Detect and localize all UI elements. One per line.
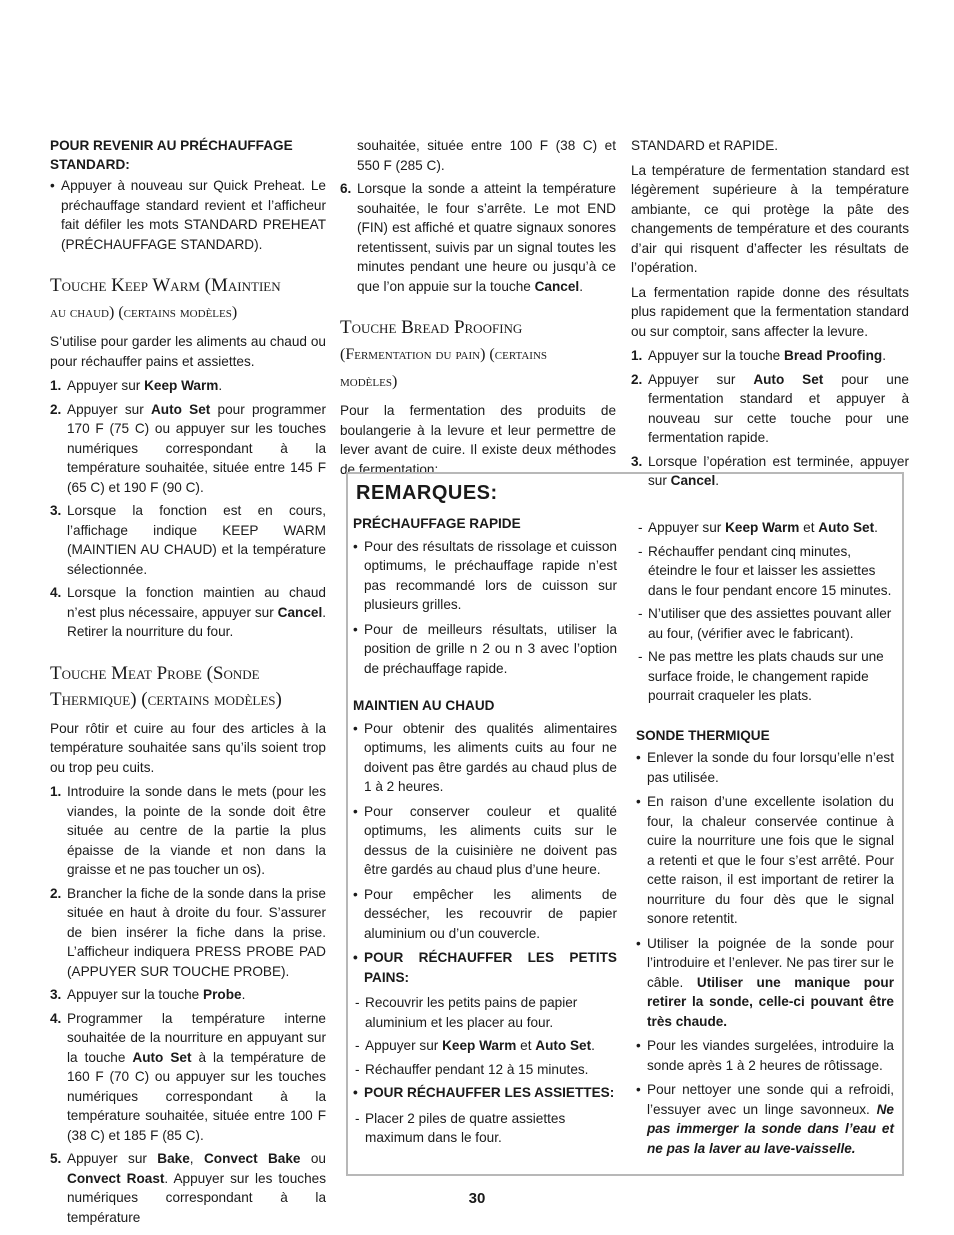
note-text: Pour nettoyer une sonde qui a refroidi, l’essuyer avec un linge savonneux. <box>647 1082 894 1117</box>
step-text: pour une fermentation standard et appuyer à nouveau sur cette touche pour une fermentation rapide. <box>648 371 909 445</box>
keep-warm-note-2: • Pour conserver couleur et qualité optimums, les aliments cuits sur le dessus de la cuisinière ne doivent pas être gardés au chaud plus d’une heure. <box>353 802 617 880</box>
step-number: 2. <box>50 885 62 901</box>
step-key: Keep Warm <box>144 378 219 393</box>
step-text: Appuyer sur la touche <box>67 987 204 1002</box>
step-text: Lorsque la sonde a atteint la température souhaitée, le four s’arrête. Le mot END (FIN) est affiché et quatre signaux sonores retentissent, suivis par un signal toutes les minutes pendant une heure ou jusqu’à ce que l’on appuie sur la touche <box>357 181 616 294</box>
plates-list-left <box>353 1109 617 1148</box>
step-text: Appuyer sur <box>67 401 151 417</box>
rolls-item-3: - Réchauffer pendant 12 à 15 minutes. <box>353 1060 617 1080</box>
keep-warm-steps <box>50 376 326 642</box>
step-text: . <box>218 378 223 393</box>
keep-warm-step-3 <box>50 501 326 579</box>
step-key: Convect Bake <box>203 1151 301 1166</box>
step-text: Appuyer sur <box>648 371 754 387</box>
notes-box <box>346 472 904 1176</box>
step-number: 3. <box>631 453 643 469</box>
bread-intro-continued: STANDARD et RAPIDE. <box>631 138 779 153</box>
step-text: Appuyer sur <box>67 1151 158 1166</box>
step-text: ou <box>300 1151 326 1166</box>
step-text: . <box>241 987 246 1002</box>
step-number: 1. <box>631 348 643 363</box>
plates-item-3: - Réchauffer pendant cinq minutes, éteindre le four et laisser les assiettes dans le four pendant encore 15 minutes. <box>636 542 894 601</box>
plates-item-4: - N’utiliser que des assiettes pouvant aller au four, (vérifier avec le fabricant). <box>636 604 894 643</box>
step-text: Introduire la sonde dans le mets (pour les viandes, la pointe de la sonde doit être située au centre de la partie la plus épaisse de la viande et non dans la graisse et ne pas toucher un os). <box>67 784 326 877</box>
step-text: Appuyer sur la touche <box>648 348 785 363</box>
keep-warm-step-1 <box>50 376 326 396</box>
bread-proofing-steps <box>631 346 909 491</box>
keep-warm-notes-heading: MAINTIEN AU CHAUD <box>353 698 495 713</box>
step-number: 2. <box>50 401 62 417</box>
item-text: Appuyer sur <box>365 1038 443 1053</box>
notes-column-left <box>353 514 617 1152</box>
plates-item-1: - Placer 2 piles de quatre assiettes maximum dans le four. <box>353 1109 617 1148</box>
rolls-item-2 <box>353 1036 617 1056</box>
step-number: 1. <box>50 378 62 393</box>
meat-probe-steps <box>50 782 326 1227</box>
probe-notes-list <box>636 748 894 1158</box>
step-key: Bread Proofing <box>784 348 883 363</box>
step-number: 3. <box>50 503 62 518</box>
probe-note-3 <box>636 934 894 1032</box>
step-text: . Appuyer sur les touches numériques correspondant à la température <box>67 1170 326 1225</box>
step-key: Cancel <box>534 278 580 294</box>
step-key: Auto Set <box>753 371 824 387</box>
item-key: Keep Warm <box>442 1038 517 1053</box>
bread-proofing-step-1 <box>631 346 909 366</box>
step-key: Bake <box>157 1151 190 1166</box>
step-text: Brancher la fiche de la sonde dans la prise située en haut à droite du four. S’assurer de bien insérer la fiche dans la prise. L’afficheur indiquera PRESS PROBE PAD (APPUYER SUR TOUCHE PROBE). <box>67 885 326 979</box>
column-3 <box>631 136 909 497</box>
step-key: Auto Set <box>150 401 211 417</box>
item-key: Keep Warm <box>725 520 800 535</box>
step-number: 6. <box>340 181 352 196</box>
probe-note-1: • Enlever la sonde du four lorsqu’elle n’est pas utilisée. <box>636 748 894 787</box>
step-text: souhaitée, située entre 100 F (38 C) et 550 F (285 C). <box>357 138 616 173</box>
column-2 <box>340 136 616 484</box>
step-number: 4. <box>50 585 62 600</box>
quick-preheat-bullet-2: • Pour de meilleurs résultats, utiliser la position de grille n 2 ou n 3 avec l’option de préchauffage rapide. <box>353 620 617 679</box>
step-text: . <box>579 278 583 294</box>
bread-proofing-heading-line3: modèles) <box>340 373 398 390</box>
bread-proofing-heading-line1: Touche Bread Proofing <box>340 317 523 338</box>
rolls-list <box>353 993 617 1079</box>
step-text: . Retirer la nourriture du four. <box>67 604 326 639</box>
restore-list <box>50 176 326 254</box>
step-text: Lorsque la fonction est en cours, l’affichage indique KEEP WARM (MAINTIEN AU CHAUD) et la température sélectionnée. <box>67 503 326 577</box>
meat-probe-steps-continued <box>340 136 616 296</box>
step-key: Cancel <box>670 473 716 488</box>
step-number: 2. <box>631 371 643 387</box>
rolls-heading: • POUR RÉCHAUFFER LES PETITS PAINS: <box>353 948 617 987</box>
quick-preheat-list <box>353 537 617 679</box>
step-number: 5. <box>50 1151 62 1166</box>
meat-probe-step-4 <box>50 1009 326 1146</box>
step-key: Auto Set <box>132 1049 192 1065</box>
bread-proofing-heading <box>340 315 616 395</box>
restore-standard-heading: POUR REVENIR AU PRÉCHAUFFAGE STANDARD: <box>50 138 293 172</box>
step-number: 4. <box>50 1010 62 1026</box>
keep-warm-step-2 <box>50 400 326 498</box>
keep-warm-intro: S’utilise pour garder les aliments au chaud ou pour réchauffer pains et assiettes. <box>50 334 326 369</box>
meat-probe-heading-line2: Thermique) (certains modèles) <box>50 688 282 710</box>
keep-warm-heading-line1: Touche Keep Warm (Maintien <box>50 275 281 296</box>
item-text: . <box>591 1038 595 1053</box>
step-text: à la température de 160 F (70 C) ou appuyer sur les touches numériques correspondant à la température souhaitée, située entre 100 F (38 C) et 185 F (85 C). <box>67 1049 326 1143</box>
plates-heading-list <box>353 1083 617 1103</box>
step-key: Probe <box>203 987 242 1002</box>
step-text: Lorsque la fonction maintien au chaud n’est plus nécessaire, appuyer sur <box>67 585 326 620</box>
step-text: . <box>882 348 886 363</box>
meat-probe-step-5-cont <box>340 136 616 175</box>
probe-note-4: • Pour les viandes surgelées, introduire la sonde après 1 à 2 heures de rôtissage. <box>636 1036 894 1075</box>
step-text: Appuyer sur <box>67 378 145 393</box>
item-key: Auto Set <box>818 520 875 535</box>
note-warning: Ne pas immerger la sonde dans l’eau et ne pas la laver au lave-vaisselle. <box>647 1101 894 1156</box>
page-number: 30 <box>468 1190 486 1207</box>
standard-proofing-paragraph: La température de fermentation standard est légèrement supérieure à la température ambiante, ce qui protège la pâte des changements de température et des courants d’air qui risquent d’affecter les résultats de l’opération. <box>631 162 909 275</box>
rapid-proofing-paragraph: La fermentation rapide donne des résultats plus rapidement que la fermentation standard ou sur comptoir, sans affecter la levure. <box>631 284 909 339</box>
item-text: et <box>799 520 819 535</box>
meat-probe-heading-line1: Touche Meat Probe (Sonde <box>50 662 260 684</box>
step-key: Cancel <box>277 604 323 620</box>
step-text: Lorsque l’opération est terminée, appuyer sur <box>648 453 909 488</box>
plates-item-5: - Ne pas mettre les plats chauds sur une surface froide, le changement rapide pourrait craqueler les plats. <box>636 647 894 706</box>
keep-warm-step-4 <box>50 583 326 642</box>
item-key: Auto Set <box>535 1038 592 1053</box>
keep-warm-heading <box>50 273 326 326</box>
meat-probe-heading <box>50 661 326 713</box>
step-text: pour programmer 170 F (75 C) ou appuyer sur les touches numériques correspondant à la température souhaitée, située entre 145 F (65 C) et 190 F (90 C). <box>67 401 326 495</box>
step-key: Convect Roast <box>67 1170 165 1186</box>
step-number: 3. <box>50 987 62 1002</box>
bread-proofing-heading-line2: (Fermentation du pain) (certains <box>340 346 548 363</box>
step-number: 1. <box>50 784 62 799</box>
note-warning: Utiliser une manique pour retirer la sonde, celle-ci pouvant être très chaude. <box>647 974 894 1029</box>
plates-heading: • POUR RÉCHAUFFER LES ASSIETTES: <box>353 1083 617 1103</box>
item-text: Appuyer sur <box>648 520 726 535</box>
meat-probe-step-1 <box>50 782 326 880</box>
notes-column-right <box>636 518 894 1164</box>
probe-notes-heading: SONDE THERMIQUE <box>636 727 770 743</box>
notes-title: REMARQUES: <box>356 482 498 504</box>
probe-note-5 <box>636 1080 894 1158</box>
meat-probe-step-2 <box>50 884 326 982</box>
restore-bullet: • Appuyer à nouveau sur Quick Preheat. Le préchauffage standard revient et l’afficheur fait défiler les mots STANDARD PREHEAT (PRÉCHAUFFAGE STANDARD). <box>50 176 326 254</box>
keep-warm-note-1: • Pour obtenir des qualités alimentaires optimums, les aliments cuits au four ne doivent pas être gardés au chaud plus de 1 à 2 heures. <box>353 719 617 797</box>
keep-warm-heading-line2: au chaud) (certains modèles) <box>50 304 238 321</box>
meat-probe-step-3 <box>50 985 326 1005</box>
quick-preheat-bullet-1: • Pour des résultats de rissolage et cuisson optimums, le préchauffage rapide n’est pas recommandé lors de cuisson sur plusieurs grilles. <box>353 537 617 615</box>
keep-warm-note-3: • Pour empêcher les aliments de dessécher, les recouvrir de papier aluminium ou d’un couvercle. <box>353 885 617 944</box>
item-text: et <box>516 1038 536 1053</box>
plates-list-right <box>636 518 894 706</box>
item-text: . <box>874 520 878 535</box>
step-text: , <box>189 1151 204 1166</box>
step-text: . <box>715 473 720 488</box>
meat-probe-intro: Pour rôtir et cuire au four des articles à la température souhaitée sans qu’ils soient trop ou trop peu cuits. <box>50 720 326 775</box>
note-text: Utiliser la poignée de la sonde pour l’introduire et l’enlever. Ne pas tirer sur le câble. <box>647 935 894 990</box>
meat-probe-step-6 <box>340 179 616 296</box>
meat-probe-step-5 <box>50 1149 326 1227</box>
plates-item-2 <box>636 518 894 538</box>
keep-warm-notes-list <box>353 719 617 988</box>
step-text: Programmer la température interne souhaitée de la nourriture en appuyant sur la touche <box>67 1010 326 1065</box>
probe-note-2: • En raison d’une excellente isolation du four, la chaleur conservée continue à cuire la nourriture une fois que le signal a retenti et que le four s’est arrêté. Pour cette raison, il est important de retirer la nourriture du four dès que le signal sonore retentit. <box>636 792 894 929</box>
bread-proofing-step-2 <box>631 370 909 448</box>
column-1 <box>50 136 326 1233</box>
quick-preheat-heading: PRÉCHAUFFAGE RAPIDE <box>353 516 521 531</box>
rolls-item-1: - Recouvrir les petits pains de papier aluminium et les placer au four. <box>353 993 617 1032</box>
bread-proofing-intro: Pour la fermentation des produits de boulangerie à la levure et leur permettre de lever avant de cuire. Il existe deux méthodes de fermentation: <box>340 403 616 477</box>
